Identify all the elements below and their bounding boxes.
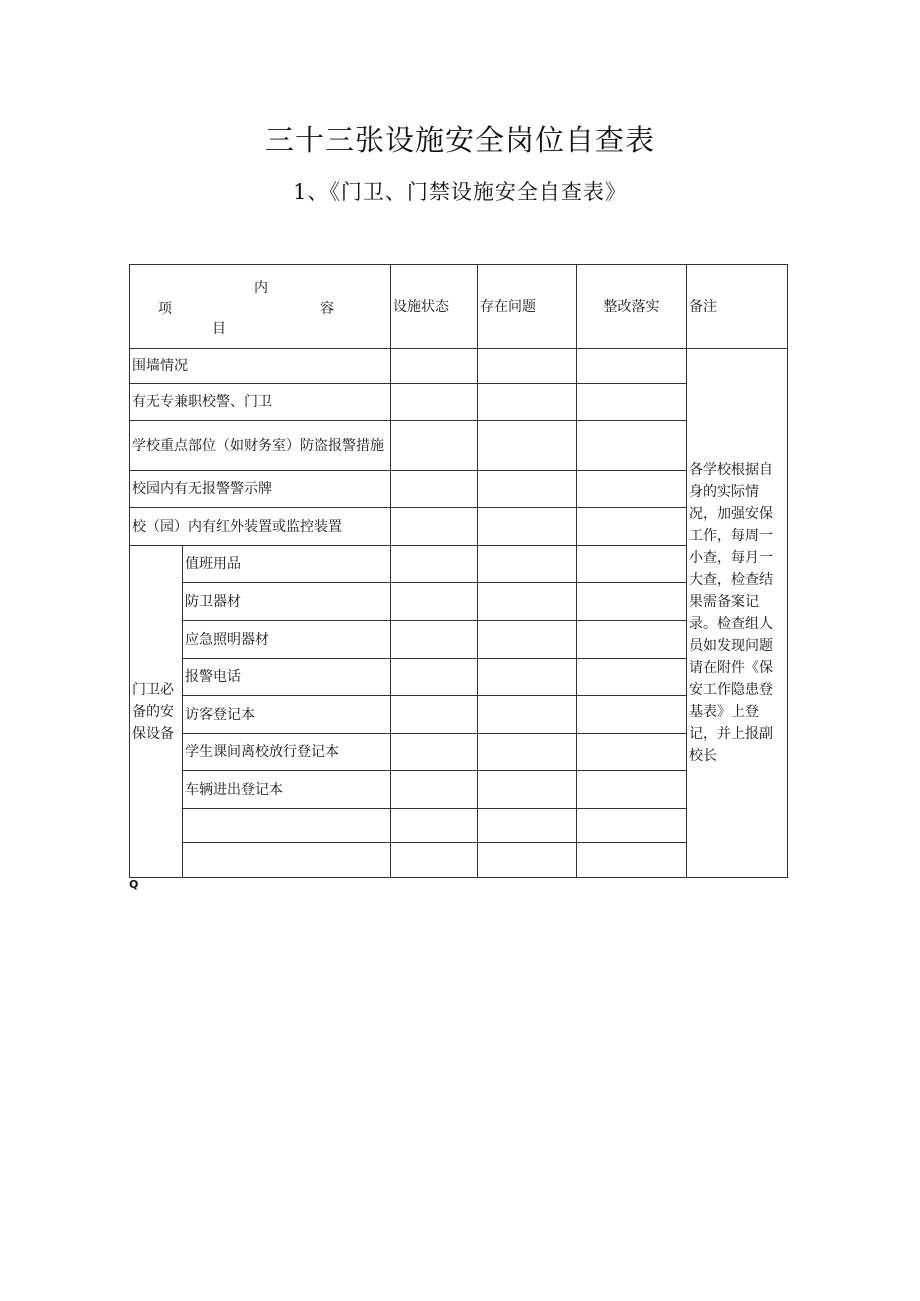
row-item-label: 校园内有无报警警示牌 — [130, 471, 391, 508]
remarks-note: 各学校根据自身的实际情况，加强安保工作，每周一小查，每月一大查，检查结果需备案记录。检查组人员如发现问题请在附件《保安工作隐患登基表》上登记，并上报副校长 — [687, 349, 788, 878]
cell-status — [391, 659, 478, 696]
cell-status — [391, 696, 478, 734]
cell-rectify — [577, 384, 687, 421]
row-item-label: 学校重点部位（如财务室）防盗报警措施 — [130, 421, 391, 471]
cell-rectify — [577, 621, 687, 659]
cell-rectify — [577, 583, 687, 621]
cell-status — [391, 771, 478, 809]
self-check-table — [129, 264, 788, 878]
cell-status — [391, 621, 478, 659]
group-item-label: 学生课间离校放行登记本 — [183, 734, 391, 771]
header-rectify: 整改落实 — [577, 265, 687, 349]
row-item-label: 校（园）内有红外装置或监控装置 — [130, 508, 391, 546]
group-item-label: 报警电话 — [183, 659, 391, 696]
group-item-label — [183, 809, 391, 843]
header-status: 设施状态 — [391, 265, 478, 349]
header-content-mu: 目 — [212, 321, 226, 337]
header-content-nei: 内 — [254, 280, 268, 296]
cell-problems — [478, 508, 577, 546]
cell-status — [391, 471, 478, 508]
footer-mark: Q — [129, 878, 139, 891]
cell-rectify — [577, 421, 687, 471]
cell-problems — [478, 621, 577, 659]
cell-status — [391, 508, 478, 546]
header-problems: 存在问题 — [478, 265, 577, 349]
cell-rectify — [577, 771, 687, 809]
row-item-label: 有无专兼职校警、门卫 — [130, 384, 391, 421]
cell-rectify — [577, 508, 687, 546]
header-remarks: 备注 — [687, 265, 788, 349]
cell-problems — [478, 349, 577, 384]
cell-status — [391, 546, 478, 583]
cell-problems — [478, 734, 577, 771]
cell-rectify — [577, 696, 687, 734]
cell-rectify — [577, 546, 687, 583]
cell-status — [391, 421, 478, 471]
group-item-label: 车辆进出登记本 — [183, 771, 391, 809]
group-item-label: 防卫器材 — [183, 583, 391, 621]
cell-status — [391, 349, 478, 384]
cell-status — [391, 384, 478, 421]
group-item-label: 应急照明器材 — [183, 621, 391, 659]
cell-rectify — [577, 809, 687, 843]
header-content-rong: 容 — [320, 301, 334, 317]
cell-problems — [478, 583, 577, 621]
cell-status — [391, 809, 478, 843]
cell-rectify — [577, 659, 687, 696]
page-subtitle: 1、《门卫、门禁设施安全自查表》 — [293, 180, 627, 204]
header-content-xiang: 项 — [158, 301, 172, 317]
cell-problems — [478, 809, 577, 843]
table-row — [130, 349, 788, 384]
cell-status — [391, 734, 478, 771]
cell-problems — [478, 659, 577, 696]
cell-problems — [478, 696, 577, 734]
cell-rectify — [577, 843, 687, 878]
cell-problems — [478, 546, 577, 583]
group-item-label: 访客登记本 — [183, 696, 391, 734]
cell-problems — [478, 384, 577, 421]
group-item-label — [183, 843, 391, 878]
cell-status — [391, 843, 478, 878]
page-title: 三十三张设施安全岗位自查表 — [264, 123, 655, 157]
header-content-item — [130, 265, 391, 349]
cell-rectify — [577, 471, 687, 508]
table-header-row — [130, 265, 788, 349]
cell-rectify — [577, 349, 687, 384]
cell-rectify — [577, 734, 687, 771]
cell-problems — [478, 843, 577, 878]
group-item-label: 值班用品 — [183, 546, 391, 583]
cell-status — [391, 583, 478, 621]
cell-problems — [478, 771, 577, 809]
cell-problems — [478, 471, 577, 508]
cell-problems — [478, 421, 577, 471]
row-item-label: 围墙情况 — [130, 349, 391, 384]
group-label: 门卫必备的安保设备 — [130, 546, 183, 878]
